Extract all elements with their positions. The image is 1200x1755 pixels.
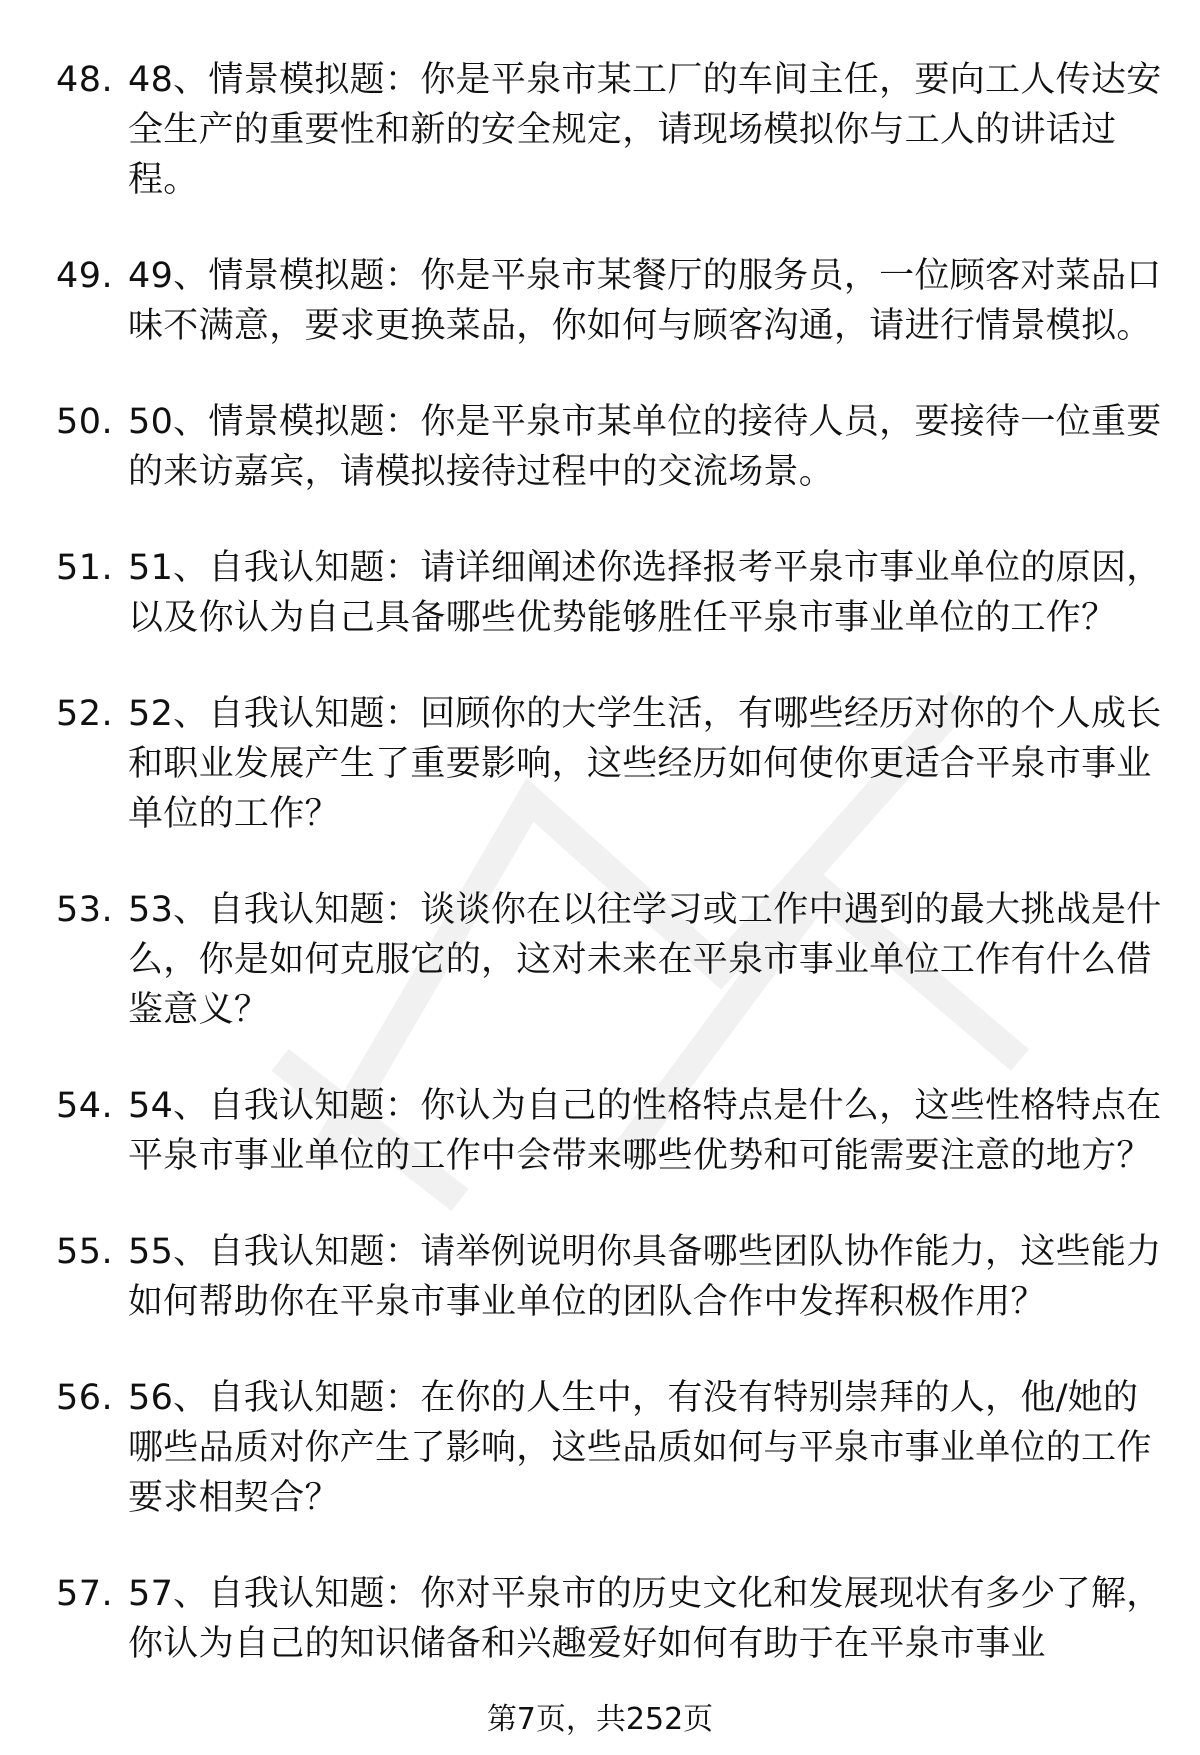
item-number: 55. [56, 1232, 114, 1272]
item-number: 51. [56, 548, 114, 588]
item-text: 49、情景模拟题：你是平泉市某餐厅的服务员，一位顾客对菜品口味不满意，要求更换菜品，你如何与顾客沟通，请进行情景模拟。 [128, 256, 1162, 346]
item-number: 52. [56, 694, 114, 734]
item-number: 53. [56, 890, 114, 930]
item-number: 57. [56, 1574, 114, 1614]
item-text: 57、自我认知题：你对平泉市的历史文化和发展现状有多少了解，你认为自己的知识储备和兴趣爱好如何有助于在平泉市事业 [128, 1574, 1162, 1664]
list-item [0, 55, 1200, 205]
item-text: 54、自我认知题：你认为自己的性格特点是什么，这些性格特点在平泉市事业单位的工作中会带来哪些优势和可能需要注意的地方？ [128, 1086, 1162, 1176]
list-item [0, 1227, 1200, 1327]
item-text: 55、自我认知题：请举例说明你具备哪些团队协作能力，这些能力如何帮助你在平泉市事业单位的团队合作中发挥积极作用？ [128, 1232, 1162, 1322]
list-item [0, 885, 1200, 1035]
item-number: 48. [56, 60, 114, 100]
item-text: 48、情景模拟题：你是平泉市某工厂的车间主任，要向工人传达安全生产的重要性和新的安全规定，请现场模拟你与工人的讲话过程。 [128, 60, 1162, 200]
item-number: 54. [56, 1086, 114, 1126]
list-item [0, 543, 1200, 643]
item-number: 56. [56, 1378, 114, 1418]
item-text: 51、自我认知题：请详细阐述你选择报考平泉市事业单位的原因，以及你认为自己具备哪些优势能够胜任平泉市事业单位的工作？ [128, 548, 1162, 638]
list-item [0, 251, 1200, 351]
item-text: 56、自我认知题：在你的人生中，有没有特别崇拜的人，他/她的哪些品质对你产生了影响，这些品质如何与平泉市事业单位的工作要求相契合？ [128, 1378, 1152, 1518]
page-footer: 第7页，共252页 [486, 1702, 714, 1737]
list-item [0, 1569, 1200, 1669]
item-text: 53、自我认知题：谈谈你在以往学习或工作中遇到的最大挑战是什么，你是如何克服它的，这对未来在平泉市事业单位工作有什么借鉴意义？ [128, 890, 1162, 1030]
item-text: 50、情景模拟题：你是平泉市某单位的接待人员，要接待一位重要的来访嘉宾，请模拟接待过程中的交流场景。 [128, 402, 1162, 492]
item-number: 49. [56, 256, 114, 296]
item-number: 50. [56, 402, 114, 442]
list-item [0, 1373, 1200, 1523]
question-list [0, 55, 1200, 1715]
list-item [0, 397, 1200, 497]
item-text: 52、自我认知题：回顾你的大学生活，有哪些经历对你的个人成长和职业发展产生了重要影响，这些经历如何使你更适合平泉市事业单位的工作？ [128, 694, 1162, 834]
list-item [0, 689, 1200, 839]
list-item [0, 1081, 1200, 1181]
